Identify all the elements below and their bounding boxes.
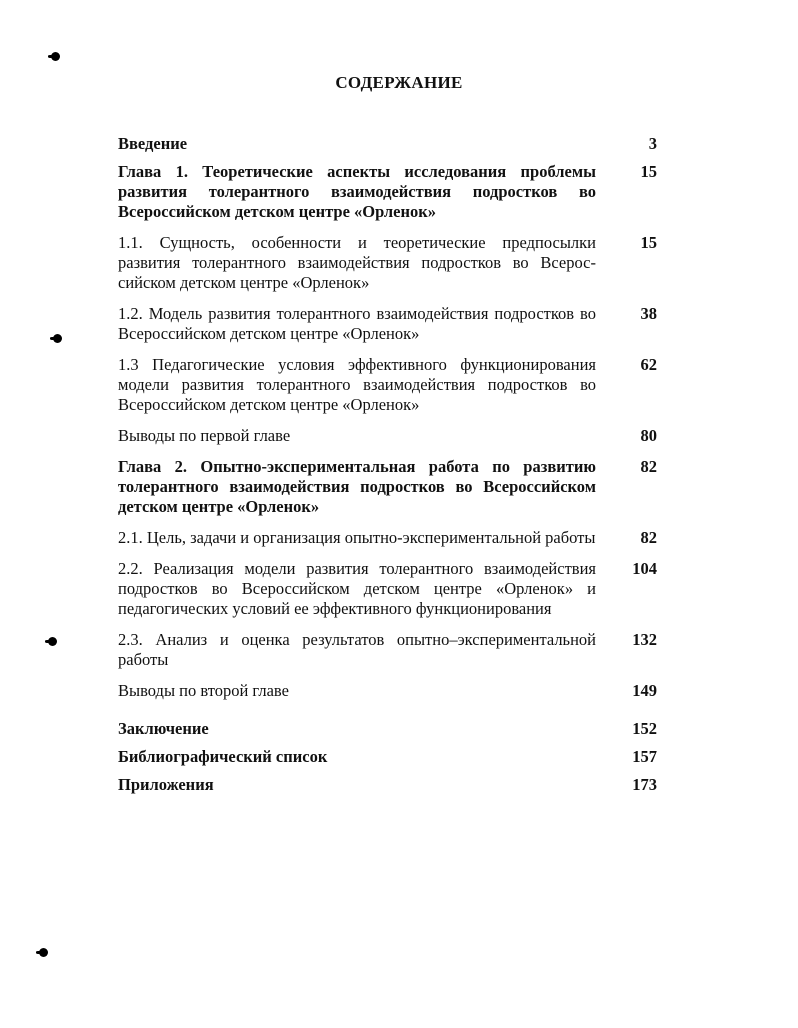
toc-entry-title: 1.3 Педагогические условия эффективного функционирования модели развития толерантного взаимодействия подростков во Всероссийском детском центре «Орленок» <box>118 355 596 414</box>
toc-entry-page: 15 <box>640 233 657 252</box>
toc-entry-section-2-1 <box>118 528 663 548</box>
toc-entry-section-2-2 <box>118 559 663 619</box>
binder-hole-mark <box>51 52 60 61</box>
toc-entry-conclusions-2 <box>118 681 663 701</box>
toc-entry-page: 3 <box>648 134 657 153</box>
toc-entry-introduction <box>118 134 663 154</box>
toc-entry-page: 173 <box>632 775 657 794</box>
toc-entry-chapter-2 <box>118 457 663 517</box>
toc-entry-page: 82 <box>640 457 657 476</box>
toc-entry-appendices <box>118 775 663 795</box>
toc-entry-title: Библиографический список <box>118 747 328 766</box>
toc-entry-section-2-3 <box>118 630 663 670</box>
toc-entry-title: Глава 2. Опытно-экспериментальная работа по развитию толерантного взаимодействия подростков во Всероссийском детском центре «Орленок» <box>118 457 596 516</box>
toc-entry-page: 152 <box>632 719 657 738</box>
toc-entry-title: 1.2. Модель развития толерантного взаимодействия подростков во Всероссийском детском центре «Орленок» <box>118 304 596 343</box>
toc-entry-title: Заключение <box>118 719 209 738</box>
toc-entry-title: Выводы по второй главе <box>118 681 289 700</box>
binder-hole-mark <box>39 948 48 957</box>
toc-entry-title: Приложения <box>118 775 214 794</box>
toc-entry-title: 2.2. Реализация модели развития толерантного взаимодействия подростков во Всероссийском детском центре «Орленок» и педагогических условий ее эффективного функционирования <box>118 559 596 618</box>
toc-entry-page: 80 <box>640 426 657 445</box>
toc-entry-section-1-3 <box>118 355 663 415</box>
toc-entry-page: 157 <box>632 747 657 766</box>
toc-entry-page: 104 <box>632 559 657 578</box>
page-title: СОДЕРЖАНИЕ <box>335 73 463 92</box>
toc-entry-page: 38 <box>640 304 657 323</box>
toc-entry-conclusion <box>118 719 663 739</box>
toc-entry-page: 132 <box>632 630 657 649</box>
toc-entry-title: Введение <box>118 134 188 153</box>
toc-entry-bibliography <box>118 747 663 767</box>
toc-entry-title: Выводы по первой главе <box>118 426 291 445</box>
toc-entry-title: Глава 1. Теоретические аспекты исследования проблемы развития толерантного взаимодействия подростков во Всероссийском детском центре «Орленок» <box>118 162 596 221</box>
toc-entry-title: 2.3. Анализ и оценка результатов опытно–экспериментальной работы <box>118 630 596 669</box>
toc-entry-page: 82 <box>640 528 657 547</box>
toc-entry-page: 149 <box>632 681 657 700</box>
toc-entry-section-1-1 <box>118 233 663 293</box>
toc-entry-chapter-1 <box>118 162 663 222</box>
toc-entry-page: 15 <box>640 162 657 181</box>
binder-hole-mark <box>53 334 62 343</box>
toc-entry-section-1-2 <box>118 304 663 344</box>
toc-entry-page: 62 <box>640 355 657 374</box>
toc-entry-conclusions-1 <box>118 426 663 446</box>
toc-entry-title: 2.1. Цель, задачи и организация опытно-экспериментальной работы <box>118 528 596 547</box>
table-of-contents <box>118 134 663 795</box>
toc-entry-title: 1.1. Сущность, особенности и теоретические предпосылки развития толерантного взаимодействия подростков во Всероссийском детском центре «Орленок» <box>118 233 596 292</box>
binder-hole-mark <box>48 637 57 646</box>
